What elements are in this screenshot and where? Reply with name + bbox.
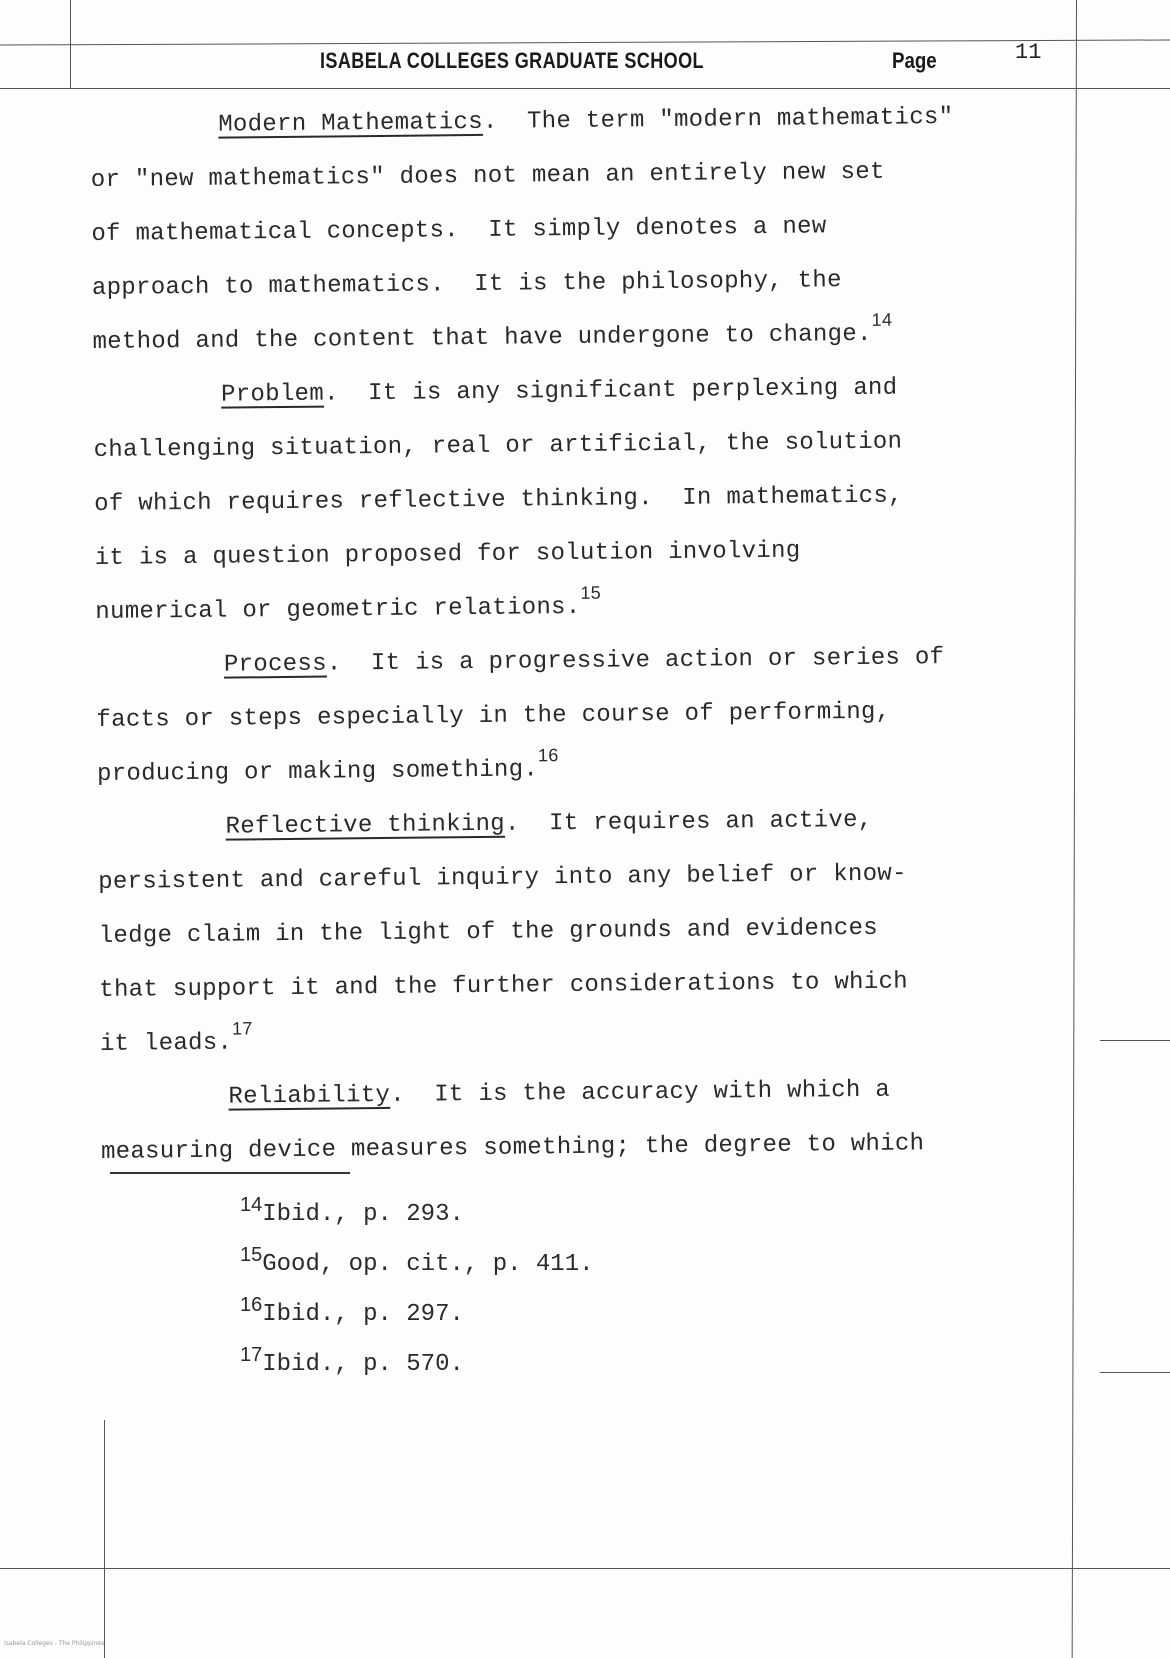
paragraph-line: facts or steps especially in the course of performing, [96, 698, 891, 734]
defined-term: Problem [220, 380, 325, 409]
footnote: $^{16}$Ibid., p. 297. [240, 1294, 464, 1328]
defined-term: Reliability [228, 1081, 391, 1111]
left-margin-rule [70, 0, 71, 88]
paragraph-line: method and the content that have undergone to change.$^{14}$ [92, 309, 893, 356]
paragraph-line: numerical or geometric relations.$^{15}$ [95, 582, 602, 626]
paragraph-line: approach to mathematics. It is the philosophy, the [91, 267, 842, 302]
paragraph-line: challenging situation, real or artificial, the solution [93, 428, 903, 464]
footnotes [240, 1190, 940, 1390]
page-number: 11 [1015, 40, 1042, 65]
definitions-body [90, 90, 1086, 1180]
bottom-rule [0, 1568, 1170, 1569]
footnote-separator [110, 1172, 350, 1174]
right-edge-tick-1 [1100, 1040, 1170, 1041]
paragraph-line: of mathematical concepts. It simply denotes a new [91, 213, 827, 248]
page-label: Page [892, 48, 937, 73]
footnote-ref: 16 [537, 745, 559, 766]
paragraph-line: that support it and the further considerations to which [99, 968, 909, 1004]
defined-term: Process [223, 650, 327, 679]
school-title: ISABELA COLLEGES GRADUATE SCHOOL [320, 48, 704, 73]
left-margin-rule-lower [104, 1420, 105, 1658]
header-bottom-rule [0, 88, 1170, 89]
paragraph-line: producing or making something.$^{16}$ [96, 745, 559, 788]
paragraph-line: it is a question proposed for solution involving [94, 537, 801, 572]
scan-footer-note: Isabela Colleges - The Philippines [4, 1640, 105, 1647]
defined-term: Reflective thinking [225, 810, 506, 841]
footnote: $^{15}$Good, op. cit., p. 411. [240, 1244, 594, 1278]
right-edge-tick-2 [1100, 1372, 1170, 1373]
footnote-number: 14 [240, 1194, 263, 1216]
footnote-ref: 14 [871, 309, 893, 330]
footnote-ref: 17 [231, 1018, 253, 1039]
footnote: $^{14}$Ibid., p. 293. [240, 1194, 464, 1228]
defined-term: Modern Mathematics [218, 108, 484, 139]
footnote-number: 15 [240, 1244, 263, 1266]
paragraph-line: Modern Mathematics. The term "modern mathematics" [218, 103, 954, 139]
paragraph-line: or "new mathematics" does not mean an entirely new set [90, 158, 885, 194]
paragraph-line: it leads.$^{17}$ [99, 1018, 253, 1058]
footnote-number: 16 [240, 1294, 263, 1316]
footnote-number: 17 [240, 1344, 263, 1366]
paragraph-line: Reflective thinking. It requires an active, [225, 806, 873, 841]
paragraph-line: measuring device measures something; the degree to which [100, 1130, 925, 1166]
footnote-ref: 15 [580, 582, 602, 603]
paragraph-line: Reliability. It is the accuracy with which a [228, 1076, 891, 1111]
paragraph-line: persistent and careful inquiry into any belief or know- [98, 860, 907, 896]
paragraph-line: Process. It is a progressive action or series of [223, 644, 945, 679]
paragraph-line: ledge claim in the light of the grounds and evidences [98, 914, 879, 950]
paragraph-line: of which requires reflective thinking. In mathematics, [94, 482, 903, 518]
footnote: $^{17}$Ibid., p. 570. [240, 1344, 464, 1378]
paragraph-line: Problem. It is any significant perplexing and [220, 374, 898, 409]
page-header [320, 40, 1080, 80]
